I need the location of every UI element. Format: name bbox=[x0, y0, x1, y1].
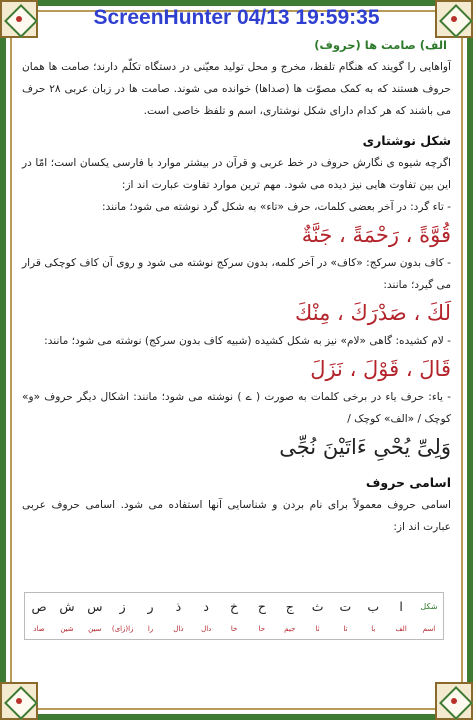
alphabet-table bbox=[24, 592, 444, 640]
example-ta: قُوَّةً ، رَحْمَةً ، جَنَّةٌ bbox=[301, 223, 451, 247]
name-cell: را bbox=[147, 625, 154, 633]
letters-row bbox=[25, 593, 444, 620]
rule-ya: - یاء: حرف یاء در برخی کلمات به صورت ( ے ) نوشته می شود؛ مانند: اشکال دیگر حروف «و» کوچک / «الف» کوچک / bbox=[22, 391, 451, 425]
rule-kaf: - کاف بدون سرکج: «کاف» در آخر کلمه، بدون سرکج نوشته می شود و روی آن کاف کوچکی قرار می گیرد؛ مانند: bbox=[22, 257, 451, 291]
letter-cell: ش bbox=[59, 598, 75, 614]
name-cell: شین bbox=[60, 625, 74, 633]
letters-row-header: شکل bbox=[420, 601, 438, 611]
name-cell: سین bbox=[88, 625, 102, 633]
letter-cell: ص bbox=[31, 598, 47, 614]
screenhunter-watermark: ScreenHunter 04/13 19:59:35 bbox=[93, 6, 380, 29]
letter-cell: ز bbox=[119, 598, 126, 614]
letter-cell: ر bbox=[147, 598, 154, 614]
name-cell: زا(زای) bbox=[111, 625, 134, 633]
example-kaf: لَكَ ، صَدْرَكَ ، مِنْكَ bbox=[295, 301, 451, 325]
name-cell: خا bbox=[230, 625, 238, 633]
corner-ornament-icon bbox=[435, 682, 473, 720]
letter-cell: س bbox=[87, 598, 103, 614]
name-cell: الف bbox=[395, 625, 407, 633]
letter-cell: ا bbox=[399, 598, 403, 614]
letter-cell: ت bbox=[339, 598, 352, 614]
name-cell: ثا bbox=[315, 625, 320, 633]
section-heading-names: اسامی حروف bbox=[365, 475, 451, 490]
corner-ornament-icon bbox=[0, 682, 38, 720]
intro-paragraph: آواهایی را گویند که هنگام تلفظ، مخرج و محل تولید معیّنی در دستگاه تکلّم دارند؛ صامت ها همان حروف هستند که به کمک مصوّت ها (صداها) خوانده می شوند. صامت ها در زبان عربی ۲۸ حرف می باشند که هر کدام دارای شکل نوشتاری، اسم و تلفظ خاصی است. bbox=[22, 61, 451, 117]
section-subtitle: الف) صامت ها (حروف) bbox=[314, 38, 447, 52]
names-paragraph: اسامی حروف معمولاً برای نام بردن و شناسایی آنها استفاده می شود. اسامی حروف عربی عبارت اند از: bbox=[22, 499, 451, 533]
example-lam: قَالَ ، قَوْلَ ، نَزَلَ bbox=[310, 357, 451, 381]
page-content bbox=[22, 34, 451, 538]
rule-lam: - لام کشیده: گاهی «لام» نیز به شکل کشیده (شبیه کاف بدون سرکج) نوشته می شود؛ مانند: bbox=[44, 335, 451, 347]
letter-cell: د bbox=[203, 598, 209, 614]
letter-cell: ج bbox=[285, 598, 294, 614]
name-cell: حا bbox=[258, 625, 266, 633]
letter-cell: ث bbox=[311, 598, 324, 614]
names-row-header: اسم bbox=[422, 625, 436, 633]
letter-cell: ذ bbox=[175, 598, 182, 614]
name-cell: ذال bbox=[173, 625, 184, 633]
writing-paragraph: اگرچه شیوه ی نگارش حروف در خط عربی و قرآن در بیشتر موارد با فارسی یکسان است؛ امّا در این بین تفاوت هایی نیز دیده می شود. مهم ترین موارد تفاوت عبارت اند از: bbox=[22, 157, 451, 191]
example-ya: وَلِیِّ یُحْیِ ءَاتَیْنَ نُجِّی bbox=[279, 435, 451, 459]
name-cell: با bbox=[371, 625, 376, 633]
rule-ta: - تاء گرد: در آخر بعضی کلمات، حرف «تاء» به شکل گرد نوشته می شود؛ مانند: bbox=[102, 201, 451, 213]
letter-cell: ب bbox=[367, 598, 380, 614]
name-cell: تا bbox=[343, 625, 348, 633]
section-heading-writing: شکل نوشتاری bbox=[362, 133, 451, 148]
name-cell: صاد bbox=[33, 625, 45, 633]
letter-cell: ح bbox=[257, 598, 266, 614]
name-cell: دال bbox=[201, 625, 212, 633]
letter-cell: خ bbox=[230, 598, 239, 614]
name-cell: جیم bbox=[284, 625, 296, 633]
names-row bbox=[25, 619, 444, 640]
